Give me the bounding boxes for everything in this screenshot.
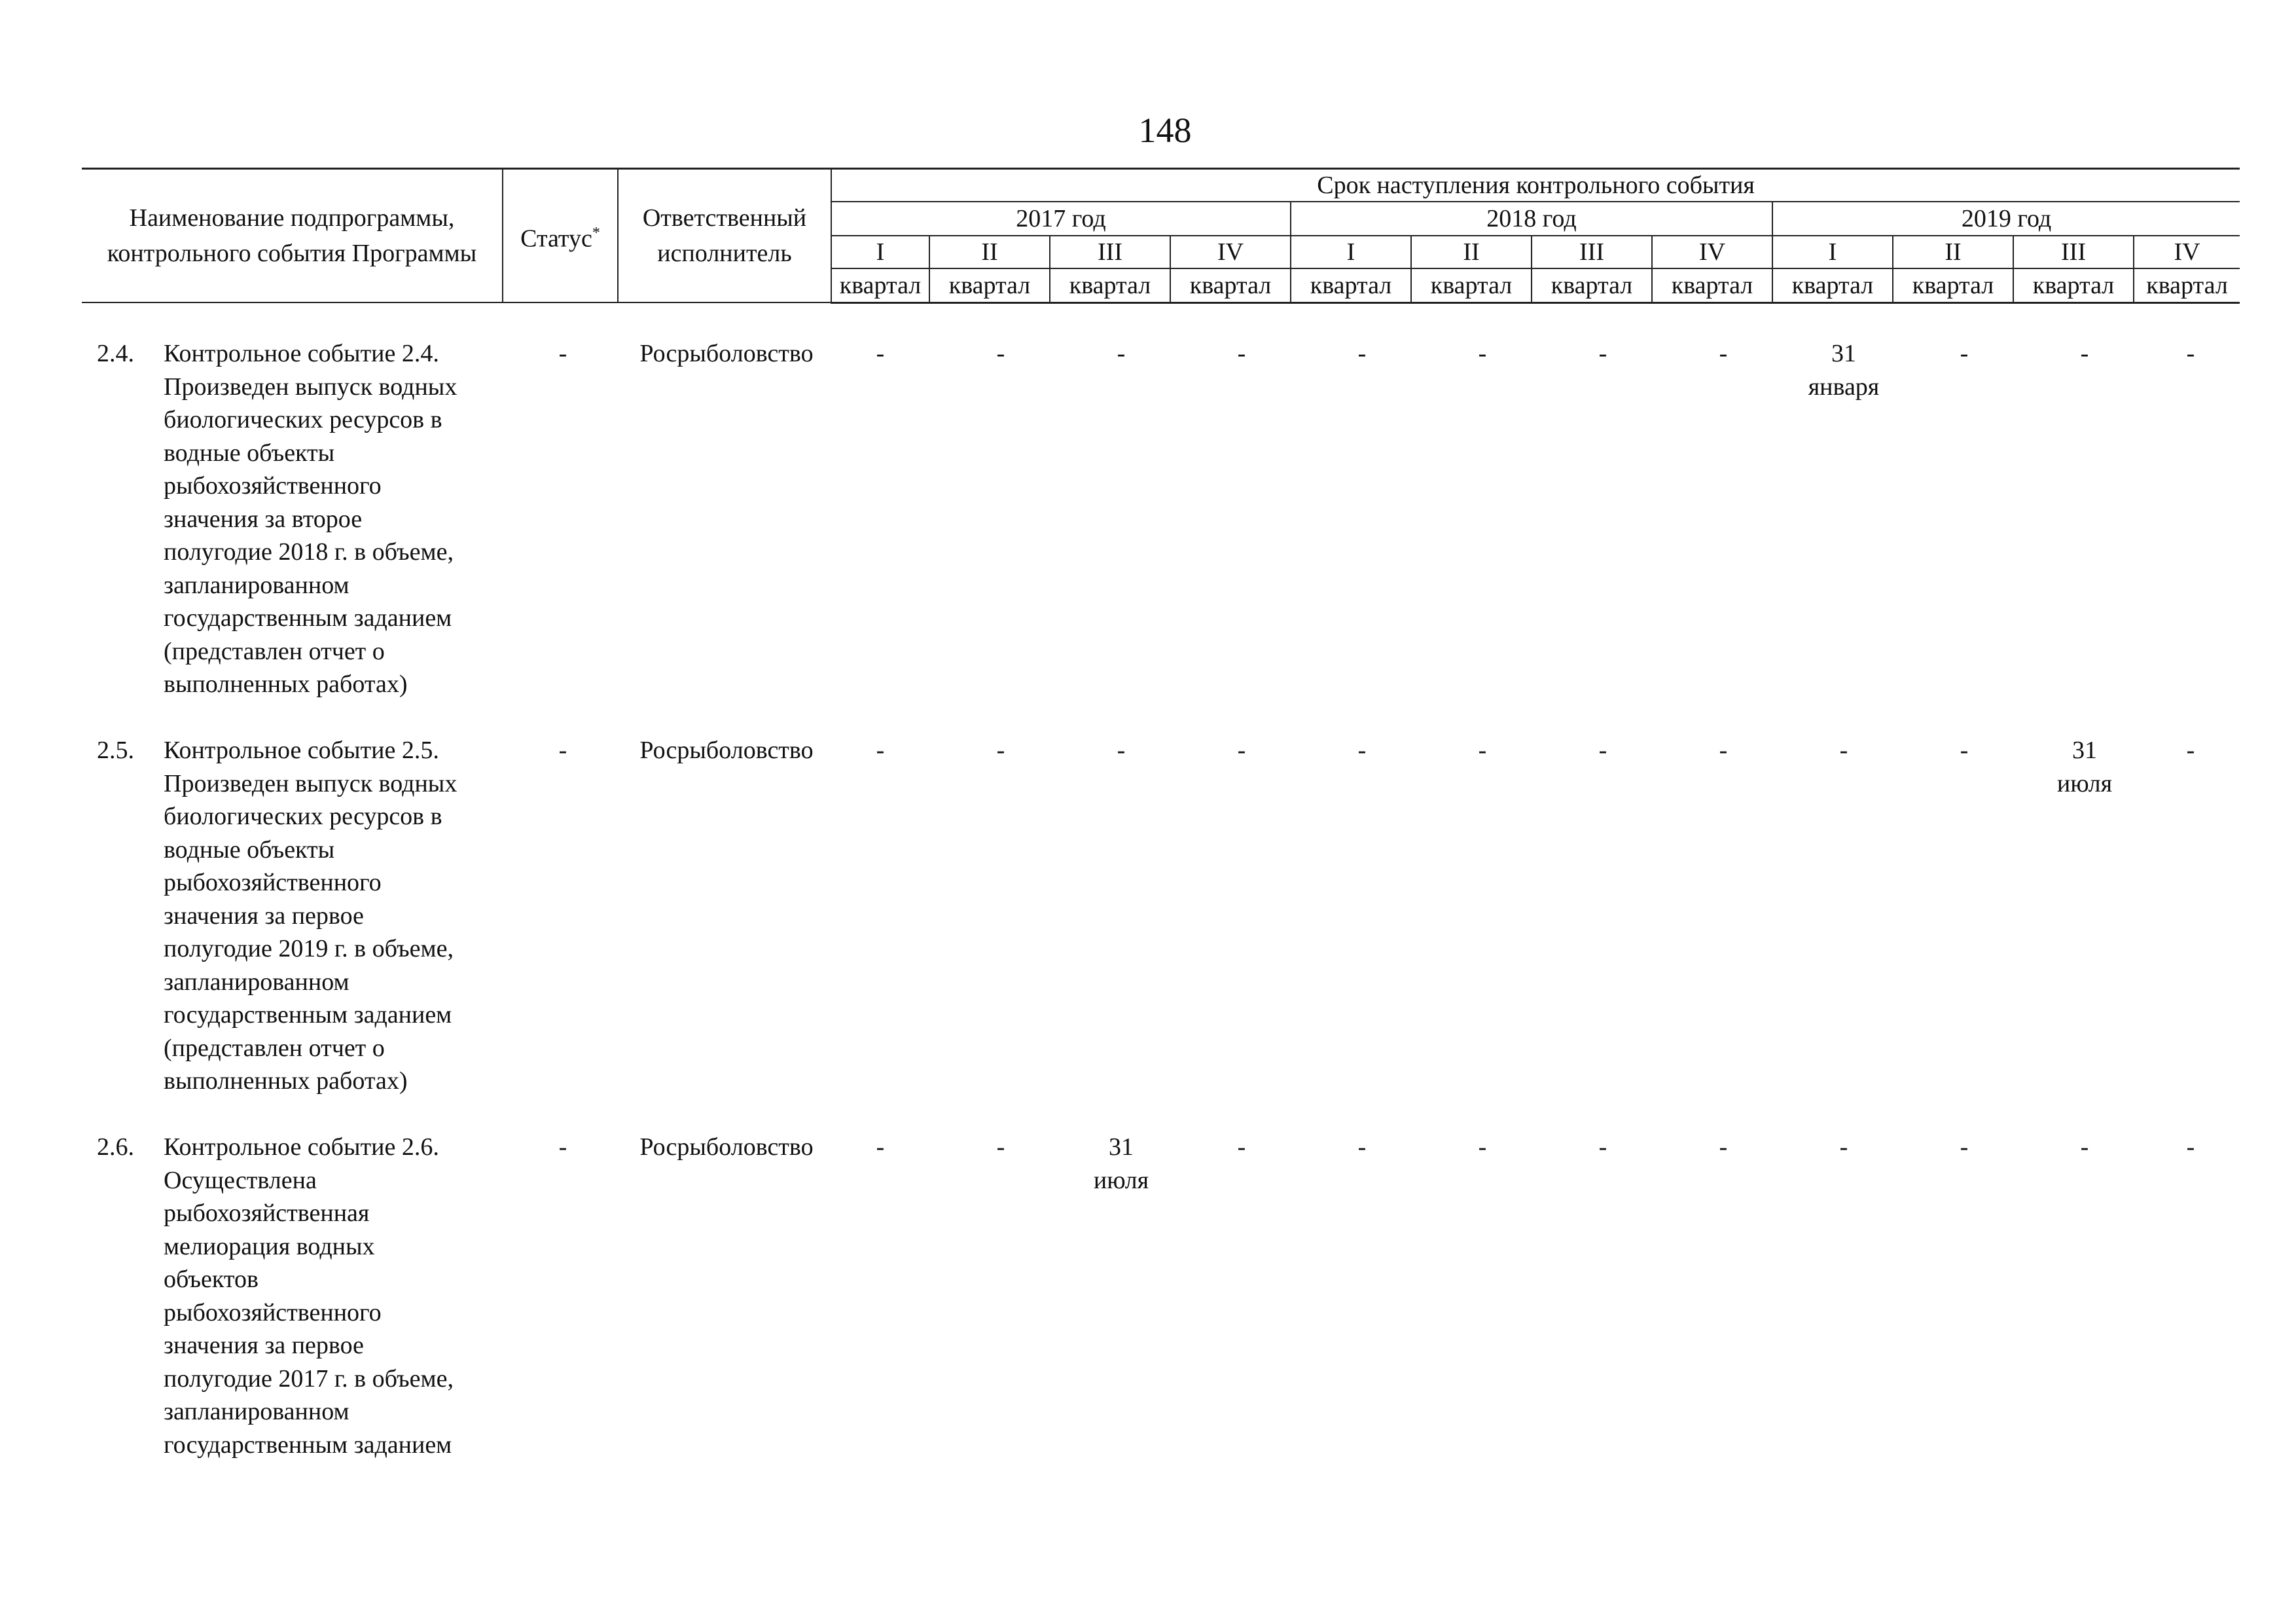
header-quarter-word: квартал — [1050, 268, 1170, 302]
row-quarter-cell — [1062, 734, 1180, 767]
quarter-month: июля — [1093, 1166, 1149, 1194]
quarter-value: - — [2186, 1133, 2195, 1161]
header-quarter-roman: II — [1411, 236, 1532, 268]
quarter-value: 31 — [2072, 737, 2097, 764]
quarter-value: 31 — [1109, 1133, 1134, 1161]
row-quarter-cell — [1664, 734, 1782, 767]
row-quarter-cell — [2132, 337, 2250, 371]
row-number: 2.4. — [97, 340, 134, 367]
row-quarter-cell — [1424, 337, 1541, 371]
quarter-value: - — [1719, 1133, 1728, 1161]
quarter-month: января — [1808, 373, 1880, 401]
quarter-value: - — [1237, 1133, 1246, 1161]
quarter-value: - — [1598, 737, 1607, 764]
header-name-column: Наименование подпрограммы, контрольного события Программы — [82, 169, 503, 303]
row-quarter-cell — [942, 337, 1060, 371]
row-quarter-cell — [1905, 734, 2023, 767]
header-year-2019: 2019 год — [1772, 202, 2240, 236]
header-quarter-word: квартал — [1772, 268, 1893, 302]
row-quarter-cell — [1905, 1131, 2023, 1164]
header-quarter-roman: II — [929, 236, 1050, 268]
header-executor-column: Ответственный исполнитель — [618, 169, 831, 303]
row-quarter-cell — [1303, 734, 1421, 767]
header-status-column — [503, 169, 618, 303]
quarter-value: - — [1960, 737, 1969, 764]
quarter-value: - — [2186, 340, 2195, 367]
header-status-mark: * — [592, 224, 600, 242]
quarter-value: - — [1478, 340, 1487, 367]
quarter-value: - — [1357, 1133, 1367, 1161]
row-quarter-cell — [1785, 337, 1903, 403]
header-quarter-roman: IV — [2134, 236, 2240, 268]
row-quarter-cell — [2026, 734, 2144, 800]
row-quarter-cell — [1303, 337, 1421, 371]
quarter-value: - — [1839, 737, 1848, 764]
row-executor: Росрыболовство — [639, 737, 814, 764]
quarter-value: - — [996, 1133, 1005, 1161]
row-quarter-cell — [1664, 337, 1782, 371]
quarter-value: - — [2186, 737, 2195, 764]
row-quarter-cell — [821, 337, 939, 371]
quarter-value: - — [1960, 1133, 1969, 1161]
header-quarter-word: квартал — [2013, 268, 2134, 302]
row-description: Контрольное событие 2.6. Осуществлена рыбохозяйственная мелиорация водных объектов рыбохозяйственного значения за первое полугодие 2017 г. в объеме, запланированном государственным заданием — [164, 1133, 454, 1459]
quarter-value: - — [2080, 1133, 2089, 1161]
row-description: Контрольное событие 2.4. Произведен выпуск водных биологических ресурсов в водные объекты рыбохозяйственного значения за второе полугодие 2018 г. в объеме, запланированном государственным заданием (представлен отчет о выполненных работах) — [164, 340, 457, 698]
quarter-value: - — [1237, 340, 1246, 367]
row-quarter-cell — [1062, 337, 1180, 371]
header-quarter-word: квартал — [1652, 268, 1772, 302]
page-number: 148 — [1138, 111, 1192, 150]
quarter-value: - — [1839, 1133, 1848, 1161]
quarter-value: - — [2080, 340, 2089, 367]
quarter-value: - — [996, 737, 1005, 764]
quarter-value: - — [1357, 340, 1367, 367]
header-quarter-word: квартал — [1170, 268, 1291, 302]
header-status-label: Статус — [520, 225, 592, 253]
quarter-value: - — [876, 340, 885, 367]
quarter-value: - — [876, 737, 885, 764]
row-quarter-cell — [1424, 734, 1541, 767]
header-quarter-roman: I — [1291, 236, 1411, 268]
header-quarter-roman: III — [2013, 236, 2134, 268]
quarter-value: - — [1117, 340, 1126, 367]
row-description: Контрольное событие 2.5. Произведен выпуск водных биологических ресурсов в водные объекты рыбохозяйственного значения за первое полугодие 2019 г. в объеме, запланированном государственным заданием (представлен отчет о выполненных работах) — [164, 737, 457, 1095]
row-quarter-cell — [1183, 1131, 1300, 1164]
header-quarter-roman: II — [1893, 236, 2013, 268]
quarter-value: - — [1719, 340, 1728, 367]
row-executor: Росрыболовство — [639, 340, 814, 367]
quarter-value: - — [1719, 737, 1728, 764]
quarter-value: 31 — [1831, 340, 1856, 367]
header-quarter-word: квартал — [929, 268, 1050, 302]
header-quarter-roman: IV — [1170, 236, 1291, 268]
row-number: 2.6. — [97, 1133, 134, 1161]
row-quarter-cell — [942, 1131, 1060, 1164]
row-quarter-cell — [821, 734, 939, 767]
header-quarter-word: квартал — [1532, 268, 1652, 302]
header-quarter-word: квартал — [1291, 268, 1411, 302]
row-executor: Росрыболовство — [639, 1133, 814, 1161]
row-quarter-cell — [1062, 1131, 1180, 1197]
row-quarter-cell — [821, 1131, 939, 1164]
quarter-month: июля — [2056, 769, 2113, 797]
row-quarter-cell — [1785, 734, 1903, 767]
quarter-value: - — [1598, 340, 1607, 367]
quarter-value: - — [876, 1133, 885, 1161]
row-quarter-cell — [1544, 337, 1662, 371]
row-quarter-cell — [1905, 337, 2023, 371]
header-quarter-word: квартал — [2134, 268, 2240, 302]
header-quarter-word: квартал — [1411, 268, 1532, 302]
header-quarter-roman: III — [1050, 236, 1170, 268]
row-quarter-cell — [1183, 337, 1300, 371]
row-quarter-cell — [2026, 1131, 2144, 1164]
table-header — [82, 168, 2240, 304]
quarter-value: - — [1598, 1133, 1607, 1161]
quarter-value: - — [1478, 1133, 1487, 1161]
row-quarter-cell — [1664, 1131, 1782, 1164]
row-quarter-cell — [2132, 1131, 2250, 1164]
row-status: - — [558, 340, 567, 367]
row-quarter-cell — [1544, 734, 1662, 767]
header-quarter-roman: I — [831, 236, 929, 268]
row-number: 2.5. — [97, 737, 134, 764]
row-quarter-cell — [1424, 1131, 1541, 1164]
quarter-value: - — [1357, 737, 1367, 764]
quarter-value: - — [996, 340, 1005, 367]
row-quarter-cell — [1183, 734, 1300, 767]
row-quarter-cell — [2132, 734, 2250, 767]
header-deadline-group: Срок наступления контрольного события — [831, 169, 2240, 202]
row-quarter-cell — [1785, 1131, 1903, 1164]
header-year-2018: 2018 год — [1291, 202, 1772, 236]
row-quarter-cell — [1544, 1131, 1662, 1164]
row-quarter-cell — [2026, 337, 2144, 371]
header-quarter-word: квартал — [1893, 268, 2013, 302]
header-quarter-roman: I — [1772, 236, 1893, 268]
quarter-value: - — [1117, 737, 1126, 764]
row-quarter-cell — [942, 734, 1060, 767]
quarter-value: - — [1478, 737, 1487, 764]
header-quarter-roman: IV — [1652, 236, 1772, 268]
row-quarter-cell — [1303, 1131, 1421, 1164]
header-year-2017: 2017 год — [831, 202, 1291, 236]
header-quarter-roman: III — [1532, 236, 1652, 268]
row-status: - — [558, 737, 567, 764]
row-status: - — [558, 1133, 567, 1161]
quarter-value: - — [1237, 737, 1246, 764]
header-quarter-word: квартал — [831, 268, 929, 302]
quarter-value: - — [1960, 340, 1969, 367]
